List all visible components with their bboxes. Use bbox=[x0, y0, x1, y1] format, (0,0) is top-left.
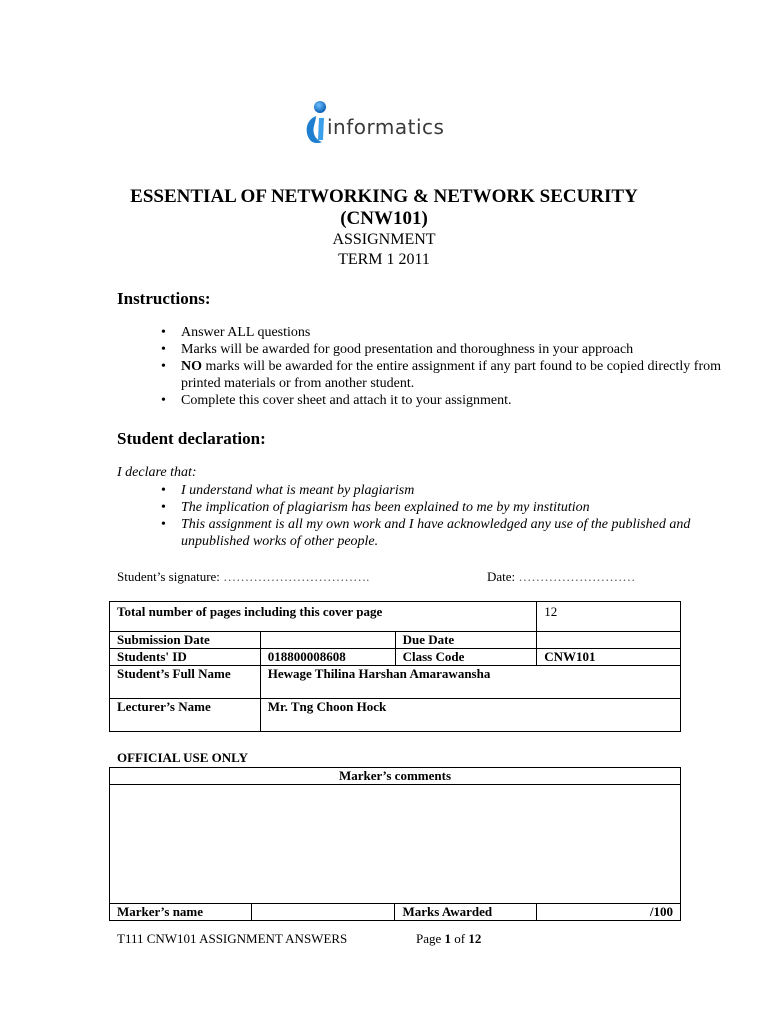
student-id-value: 018800008608 bbox=[260, 649, 395, 666]
list-item: • The implication of plagiarism has been explained to me by my institution bbox=[161, 500, 590, 515]
course-title: ESSENTIAL OF NETWORKING & NETWORK SECURITY bbox=[130, 186, 638, 207]
marker-name-label: Marker’s name bbox=[110, 904, 252, 921]
bullet-icon: • bbox=[161, 393, 166, 408]
table-row bbox=[110, 768, 681, 785]
bullet-icon: • bbox=[161, 342, 166, 357]
table-row bbox=[110, 904, 681, 921]
declaration-intro: I declare that: bbox=[117, 465, 197, 480]
marker-comments-area[interactable] bbox=[110, 785, 681, 904]
table-row bbox=[110, 785, 681, 904]
bullet-icon: • bbox=[161, 325, 166, 340]
logo-wordmark: informatics bbox=[327, 115, 445, 139]
bullet-icon: • bbox=[161, 483, 166, 498]
list-item: • This assignment is all my own work and I have acknowledged any use of the published and unpublished works of other people. bbox=[161, 517, 691, 549]
class-code-value: CNW101 bbox=[537, 649, 681, 666]
marker-name-value[interactable] bbox=[251, 904, 395, 921]
marks-awarded-label: Marks Awarded bbox=[395, 904, 537, 921]
informatics-logo bbox=[302, 100, 514, 146]
submission-date-label: Submission Date bbox=[110, 632, 261, 649]
declaration-list bbox=[161, 482, 711, 550]
assignment-label: ASSIGNMENT bbox=[332, 231, 436, 248]
bullet-icon: • bbox=[161, 500, 166, 515]
bullet-icon: • bbox=[161, 359, 166, 374]
full-name-value: Hewage Thilina Harshan Amarawansha bbox=[260, 666, 680, 699]
marker-table bbox=[109, 767, 681, 921]
table-row bbox=[110, 666, 681, 699]
list-item: • I understand what is meant by plagiarism bbox=[161, 483, 415, 498]
table-row bbox=[110, 632, 681, 649]
bullet-icon: • bbox=[161, 517, 166, 532]
total-pages-value: 12 bbox=[537, 602, 681, 632]
marker-comments-label: Marker’s comments bbox=[110, 768, 681, 785]
signature-line bbox=[117, 569, 369, 585]
marks-total: /100 bbox=[537, 904, 681, 921]
instructions-list bbox=[161, 324, 721, 409]
submission-date-value[interactable] bbox=[260, 632, 395, 649]
signature-label: Student’s signature: bbox=[117, 569, 220, 584]
course-code-title: (CNW101) bbox=[340, 208, 428, 229]
list-item: • NO marks will be awarded for the entire assignment if any part found to be copied directly from printed materials or from another student. bbox=[161, 359, 721, 391]
list-item: • Marks will be awarded for good presentation and thoroughness in your approach bbox=[161, 342, 634, 357]
total-pages-label: Total number of pages including this cover page bbox=[110, 602, 537, 632]
lecturer-value: Mr. Tng Choon Hock bbox=[260, 699, 680, 732]
table-row bbox=[110, 649, 681, 666]
signature-field[interactable]: ……………………………. bbox=[223, 569, 370, 584]
footer-title: T111 CNW101 ASSIGNMENT ANSWERS bbox=[117, 931, 348, 946]
official-use-heading: OFFICIAL USE ONLY bbox=[117, 750, 248, 765]
term-label: TERM 1 2011 bbox=[338, 251, 430, 268]
declaration-heading: Student declaration: bbox=[117, 429, 266, 448]
date-field[interactable]: ……………………… bbox=[518, 569, 636, 584]
student-id-label: Students' ID bbox=[110, 649, 261, 666]
class-code-label: Class Code bbox=[395, 649, 537, 666]
table-row bbox=[110, 699, 681, 732]
list-item: • Answer ALL questions bbox=[161, 325, 311, 340]
lecturer-label: Lecturer’s Name bbox=[110, 699, 261, 732]
instructions-heading: Instructions: bbox=[117, 289, 211, 308]
due-date-value[interactable] bbox=[537, 632, 681, 649]
full-name-label: Student’s Full Name bbox=[110, 666, 261, 699]
submission-info-table bbox=[109, 601, 681, 732]
page-number: Page 1 of 12 bbox=[416, 931, 482, 946]
table-row bbox=[110, 602, 681, 632]
date-line bbox=[487, 569, 635, 585]
due-date-label: Due Date bbox=[395, 632, 537, 649]
list-item: • Complete this cover sheet and attach it to your assignment. bbox=[161, 393, 512, 408]
date-label: Date: bbox=[487, 569, 516, 584]
